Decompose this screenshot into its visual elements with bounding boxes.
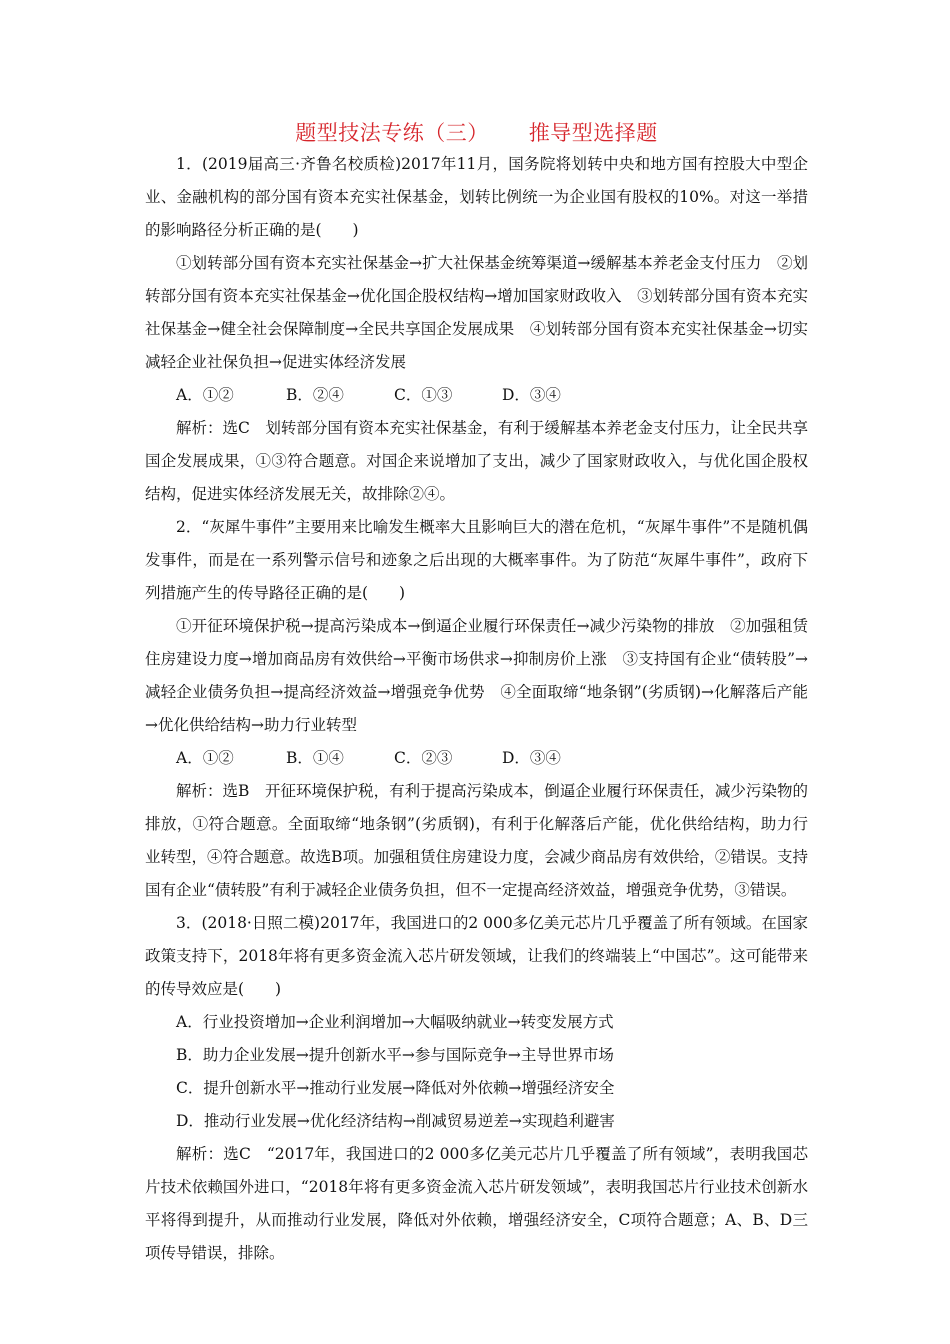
title-part1: 题型技法专练（三） (295, 121, 489, 145)
q2-option-a: A．①② (176, 749, 234, 767)
q3-choice-c: C．提升创新水平→推动行业发展→降低对外依赖→增强经济安全 (176, 1079, 615, 1097)
q2-option-c: C．②③ (394, 749, 453, 767)
q3-analysis: 解析：选C “2017年，我国进口的2 000多亿美元芯片几乎覆盖了所有领域”，表明我国芯片技术依赖国外进口，“2018年将有更多资金流入芯片研发领域”，表明我国芯片行业技术创新水平将得到提升，从而推动行业发展，降低对外依赖，增强经济安全，C项符合题意；A、B、D三项传导错误，排除。 (145, 1145, 808, 1262)
q2-stem: 2．“灰犀牛事件”主要用来比喻发生概率大且影响巨大的潜在危机，“灰犀牛事件”不是随机偶发事件，而是在一系列警示信号和迹象之后出现的大概率事件。为了防范“灰犀牛事件”，政府下列措施产生的传导路径正确的是( ) (145, 518, 808, 602)
q3-choice-a: A．行业投资增加→企业利润增加→大幅吸纳就业→转变发展方式 (176, 1013, 614, 1031)
q2-option-b: B．①④ (286, 749, 344, 767)
q3-stem: 3．(2018·日照二模)2017年，我国进口的2 000多亿美元芯片几乎覆盖了所有领域。在国家政策支持下，2018年将有更多资金流入芯片研发领域，让我们的终端装上“中国芯”。这可能带来的传导效应是( ) (145, 914, 808, 998)
q1-option-b: B．②④ (286, 386, 344, 404)
q3-choice-d: D．推动行业发展→优化经济结构→削减贸易逆差→实现趋利避害 (176, 1112, 615, 1130)
q1-option-a: A．①② (176, 386, 234, 404)
document-page (145, 118, 808, 1270)
q1-option-d: D．③④ (502, 386, 561, 404)
q1-stem: 1．(2019届高三·齐鲁名校质检)2017年11月，国务院将划转中央和地方国有控股大中型企业、金融机构的部分国有资本充实社保基金，划转比例统一为企业国有股权的10%。对这一举措的影响路径分析正确的是( ) (145, 155, 808, 239)
q1-option-c: C．①③ (394, 386, 453, 404)
q2-analysis: 解析：选B 开征环境保护税，有利于提高污染成本，倒逼企业履行环保责任，减少污染物的排放，①符合题意。全面取缔“地条钢”(劣质钢)，有利于化解落后产能，优化供给结构，助力行业转型，④符合题意。故选B项。加强租赁住房建设力度，会减少商品房有效供给，②错误。支持国有企业“债转股”有利于减轻企业债务负担，但不一定提高经济效益，增强竞争优势，③错误。 (145, 782, 808, 899)
page-title (145, 118, 808, 148)
title-part2: 推导型选择题 (528, 121, 658, 145)
q2-options (145, 742, 808, 775)
q3-choice-b: B．助力企业发展→提升创新水平→参与国际竞争→主导世界市场 (176, 1046, 614, 1064)
q2-option-d: D．③④ (502, 749, 561, 767)
q2-items: ①开征环境保护税→提高污染成本→倒逼企业履行环保责任→减少污染物的排放 ②加强租赁住房建设力度→增加商品房有效供给→平衡市场供求→抑制房价上涨 ③支持国有企业“债转股”→减轻企业债务负担→提高经济效益→增强竞争优势 ④全面取缔“地条钢”(劣质钢)→化解落后产能→优化供给结构→助力行业转型 (145, 617, 808, 734)
q1-analysis: 解析：选C 划转部分国有资本充实社保基金，有利于缓解基本养老金支付压力，让全民共享国企发展成果，①③符合题意。对国企来说增加了支出，减少了国家财政收入，与优化国企股权结构，促进实体经济发展无关，故排除②④。 (145, 419, 808, 503)
q1-items: ①划转部分国有资本充实社保基金→扩大社保基金统筹渠道→缓解基本养老金支付压力 ②划转部分国有资本充实社保基金→优化国企股权结构→增加国家财政收入 ③划转部分国有资本充实社保基金→健全社会保障制度→全民共享国企发展成果 ④划转部分国有资本充实社保基金→切实减轻企业社保负担→促进实体经济发展 (145, 254, 808, 371)
q1-options (145, 379, 808, 412)
